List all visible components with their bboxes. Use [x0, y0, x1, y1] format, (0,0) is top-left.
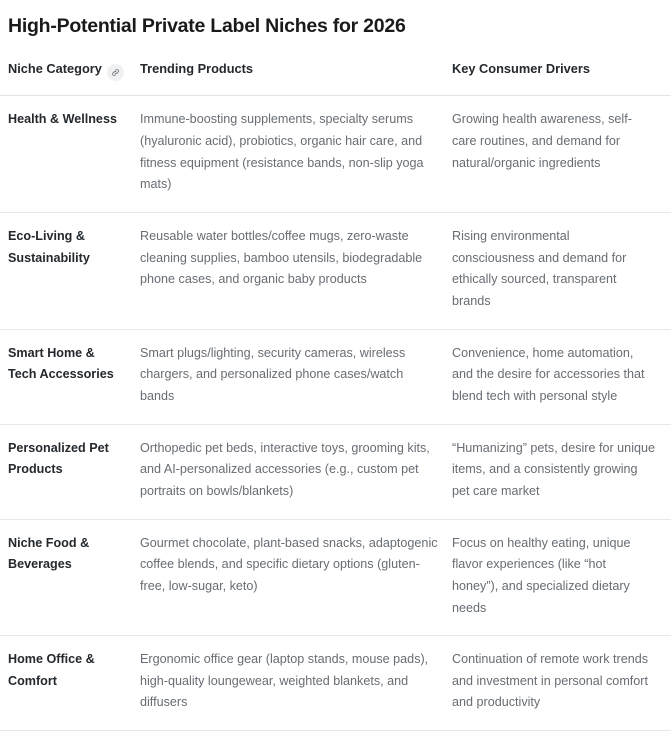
column-header-niche-category	[0, 59, 140, 96]
cell-niche-category: Smart Home & Tech Accessories	[0, 329, 140, 424]
table-row	[0, 329, 671, 424]
niche-table	[0, 59, 671, 731]
column-header-trending-products: Trending Products	[140, 59, 452, 96]
column-header-niche-category-label: Niche Category	[8, 61, 102, 77]
cell-key-consumer-drivers: Convenience, home automation, and the desire for accessories that blend tech with personal style	[452, 329, 671, 424]
cell-trending-products: Reusable water bottles/coffee mugs, zero-waste cleaning supplies, bamboo utensils, biodegradable phone cases, and organic baby products	[140, 212, 452, 329]
cell-niche-category: Niche Food & Beverages	[0, 519, 140, 636]
cell-niche-category: Eco-Living & Sustainability	[0, 212, 140, 329]
table-row	[0, 519, 671, 636]
cell-trending-products: Orthopedic pet beds, interactive toys, grooming kits, and AI-personalized accessories (e.g., custom pet portraits on bowls/blankets)	[140, 424, 452, 519]
cell-key-consumer-drivers: “Humanizing” pets, desire for unique items, and a consistently growing pet care market	[452, 424, 671, 519]
cell-key-consumer-drivers: Continuation of remote work trends and investment in personal comfort and productivity	[452, 636, 671, 731]
table-row	[0, 636, 671, 731]
table-row	[0, 212, 671, 329]
cell-key-consumer-drivers: Growing health awareness, self-care routines, and demand for natural/organic ingredients	[452, 96, 671, 213]
cell-key-consumer-drivers: Rising environmental consciousness and demand for ethically sourced, transparent brands	[452, 212, 671, 329]
cell-niche-category: Home Office & Comfort	[0, 636, 140, 731]
column-header-key-consumer-drivers: Key Consumer Drivers	[452, 59, 671, 96]
table-header	[0, 59, 671, 96]
page-title: High-Potential Private Label Niches for 2026	[8, 15, 406, 37]
cell-trending-products: Gourmet chocolate, plant-based snacks, adaptogenic coffee blends, and specific dietary options (gluten-free, low-sugar, keto)	[140, 519, 452, 636]
cell-trending-products: Smart plugs/lighting, security cameras, wireless chargers, and personalized phone cases/watch bands	[140, 329, 452, 424]
cell-trending-products: Ergonomic office gear (laptop stands, mouse pads), high-quality loungewear, weighted blankets, and diffusers	[140, 636, 452, 731]
link-icon[interactable]	[107, 64, 124, 81]
table-row	[0, 96, 671, 213]
table-row	[0, 424, 671, 519]
cell-niche-category: Personalized Pet Products	[0, 424, 140, 519]
table-header-row	[0, 59, 671, 96]
table-body	[0, 96, 671, 731]
cell-key-consumer-drivers: Focus on healthy eating, unique flavor experiences (like “hot honey”), and specialized dietary needs	[452, 519, 671, 636]
cell-trending-products: Immune-boosting supplements, specialty serums (hyaluronic acid), probiotics, organic hair care, and fitness equipment (resistance bands, non-slip yoga mats)	[140, 96, 452, 213]
cell-niche-category: Health & Wellness	[0, 96, 140, 213]
